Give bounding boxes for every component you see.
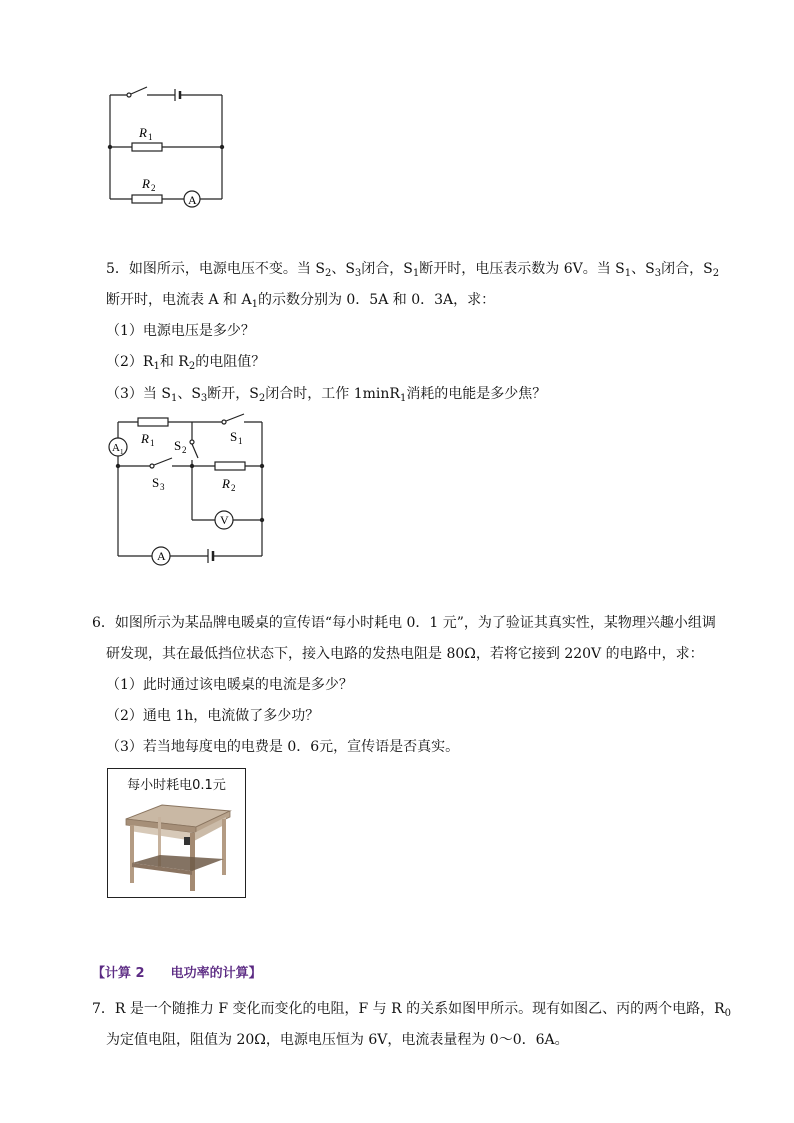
- r1-label: R: [141, 431, 149, 446]
- q7-line-2: 为定值电阻，阻值为 20Ω，电源电压恒为 6V，电流表量程为 0～0．6A。: [106, 1032, 569, 1048]
- ammeter-label: A: [157, 549, 166, 563]
- section-heading: 【计算 2 电功率的计算】: [92, 966, 262, 981]
- r2-label: R: [222, 476, 230, 491]
- heater-table-icon: [118, 797, 236, 893]
- q6-sub-question-2: （2）通电 1h，电流做了多少功？: [106, 708, 320, 724]
- q5-sub-question-2: $(2)R_1$和 $R_2$的电阻值？: [106, 354, 266, 372]
- voltmeter-label: V: [220, 513, 229, 527]
- q6-line-2: 研发现，其在最低挡位状态下，接入电路的发热电阻是 80Ω，若将它接到 220V 的电路中，求：: [106, 646, 704, 662]
- q6-sub-question-3: （3）若当地每度电的电费是 0．6元，宣传语是否真实。: [106, 739, 460, 755]
- q5-line-2: 断开时，电流表 A 和 $A_1$的示数分别为 0．5A 和 0．3A，求：: [106, 292, 496, 310]
- q5-sub-question-3: （3）当 $S_1$、$S_3$断开，$S_2$闭合时，工作 1minR$_1$消耗的电能是多少焦？: [106, 386, 547, 404]
- q7-line-1: 7．R 是一个随推力 F 变化而变化的电阻，F 与 R 的关系如图甲所示。现有如图乙、丙的两个电路，$R_0$: [92, 1001, 732, 1019]
- r2-subscript: 2: [151, 183, 156, 193]
- s3-subscript: 3: [160, 482, 165, 492]
- q5-circuit-diagram: [100, 410, 275, 570]
- r1-label: R: [139, 125, 147, 140]
- s1-label: S: [230, 429, 238, 444]
- r2-subscript: 2: [231, 483, 236, 493]
- q6-line-1: 6．如图所示为某品牌电暖桌的宣传语“每小时耗电 0．1 元”，为了验证其真实性，某物理兴趣小组调: [92, 615, 716, 631]
- a1-subscript: 1: [120, 448, 124, 456]
- s3-label: S: [152, 475, 160, 490]
- s2-label: S: [174, 438, 182, 453]
- r1-subscript: 1: [150, 438, 155, 448]
- r2-label: R: [142, 176, 150, 191]
- ammeter-label: A: [188, 193, 197, 207]
- q6-sub-question-1: （1）此时通过该电暖桌的电流是多少？: [106, 677, 353, 693]
- photo-caption: 每小时耗电0.1元: [127, 778, 226, 793]
- r1-subscript: 1: [148, 132, 153, 142]
- q5-line-1: 5．如图所示，电源电压不变。当 $S_2$、$S_3$闭合，$S_1$断开时，电压表示数为 6V。当 $S_1$、$S_3$闭合，$S_2$: [106, 261, 720, 279]
- s2-subscript: 2: [182, 445, 187, 455]
- heater-table-photo: [107, 768, 246, 898]
- s1-subscript: 1: [238, 436, 243, 446]
- a1-label: A: [112, 442, 120, 454]
- parallel-circuit-diagram: [95, 80, 235, 210]
- q5-sub-question-1: （1）电源电压是多少？: [106, 323, 255, 339]
